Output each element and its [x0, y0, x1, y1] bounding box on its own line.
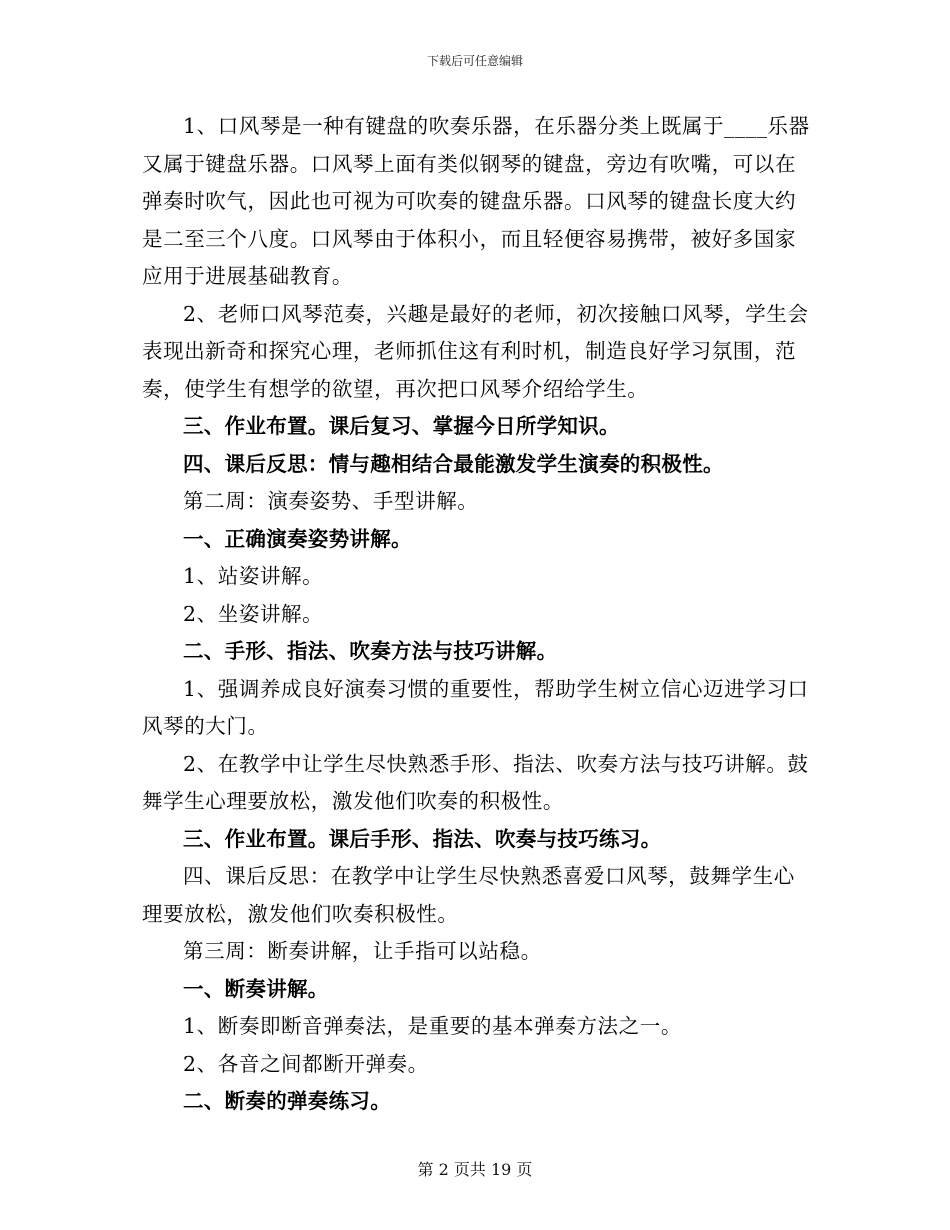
- list-item: 1、断奏即断音弹奏法，是重要的基本弹奏方法之一。: [183, 1014, 682, 1038]
- paragraph: 1、强调养成良好演奏习惯的重要性，帮助学生树立信心迈进学习口风琴的大门。: [142, 676, 809, 738]
- section-heading: 三、作业布置。课后手形、指法、吹奏与技巧练习。: [183, 826, 662, 851]
- section-heading: 二、断奏的弹奏练习。: [183, 1089, 391, 1113]
- section-heading: 二、手形、指法、吹奏方法与技巧讲解。: [183, 639, 558, 663]
- paragraph: 四、课后反思：在教学中让学生尽快熟悉喜爱口风琴，鼓舞学生心理要放松，激发他们吹奏积极性。: [142, 864, 795, 926]
- document-body: [142, 108, 812, 1121]
- list-item: 1、站姿讲解。: [183, 564, 324, 588]
- paragraph: 2、老师口风琴范奏，兴趣是最好的老师，初次接触口风琴，学生会表现出新奇和探究心理，老师抓住这有利时机，制造良好学习氛围，范奏，使学生有想学的欲望，再次把口风琴介绍给学生。: [142, 301, 809, 401]
- section-heading: 一、断奏讲解。: [183, 976, 329, 1001]
- paragraph: 2、在教学中让学生尽快熟悉手形、指法、吹奏方法与技巧讲解。鼓舞学生心理要放松，激发他们吹奏的积极性。: [142, 751, 809, 813]
- section-heading: 四、课后反思：情与趣相结合最能激发学生演奏的积极性。: [183, 451, 724, 476]
- section-heading: 三、作业布置。课后复习、掌握今日所学知识。: [183, 414, 620, 438]
- page-header-note: 下载后可任意编辑: [426, 54, 523, 68]
- paragraph: 1、口风琴是一种有键盘的吹奏乐器，在乐器分类上既属于____乐器又属于键盘乐器。口风琴上面有类似钢琴的键盘，旁边有吹嘴，可以在弹奏时吹气，因此也可视为可吹奏的键盘乐器。口风琴的键盘长度大约是二至三个八度。口风琴由于体积小，而且轻便容易携带，被好多国家应用于进展基础教育。: [142, 114, 810, 288]
- list-item: 2、各音之间都断开弹奏。: [183, 1051, 429, 1076]
- week-heading: 第二周：演奏姿势、手型讲解。: [183, 489, 479, 513]
- week-heading: 第三周：断奏讲解，让手指可以站稳。: [183, 939, 542, 963]
- page-number: 第 2 页共 19 页: [417, 1160, 533, 1179]
- section-heading: 一、正确演奏姿势讲解。: [183, 526, 412, 551]
- list-item: 2、坐姿讲解。: [183, 601, 324, 626]
